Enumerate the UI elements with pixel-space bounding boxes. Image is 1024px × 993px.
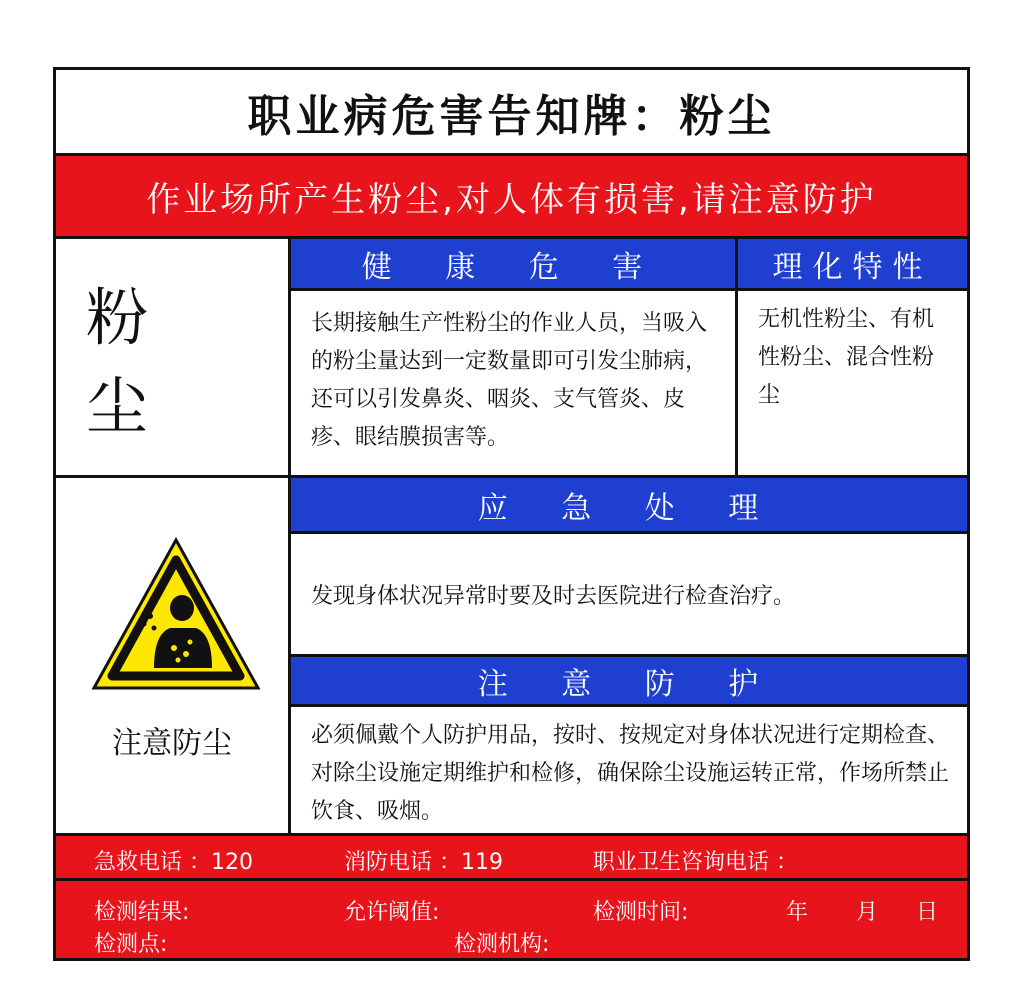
physical-properties-text: 无机性粉尘、有机性粉尘、混合性粉尘	[738, 291, 967, 478]
phone-bar	[56, 833, 967, 881]
emergency-header: 应 急 处 理	[291, 478, 967, 534]
physical-properties-header: 理化特性	[738, 239, 967, 291]
health-hazard-header: 健 康 危 害	[291, 239, 738, 291]
test-time-label: 检测时间:	[593, 900, 689, 925]
health-hazard-text: 长期接触生产性粉尘的作业人员，当吸入的粉尘量达到一定数量即可引发尘肺病，还可以引发鼻炎、咽炎、支气管炎、皮疹、眼结膜损害等。	[291, 291, 738, 478]
year-label: 年	[786, 900, 809, 925]
notice-board	[53, 67, 970, 961]
protection-text: 必须佩戴个人防护用品，按时、按规定对身体状况进行定期检查、对除尘设施定期维护和检修，确保除尘设施运转正常，作场所禁止饮食、吸烟。	[311, 723, 950, 824]
threshold-label: 允许阈值:	[344, 900, 440, 925]
day-label: 日	[916, 900, 939, 925]
fire-phone: 消防电话 ：119	[344, 850, 503, 875]
dust-hazard-warning-icon	[90, 536, 262, 696]
test-result-label: 检测结果:	[94, 900, 190, 925]
hazard-sign-panel	[56, 478, 291, 833]
emergency-text: 发现身体状况异常时要及时去医院进行检查治疗。	[291, 534, 967, 657]
protection-header: 注 意 防 护	[291, 657, 967, 707]
test-info-bar	[56, 881, 967, 958]
test-point-label: 检测点:	[94, 932, 168, 957]
test-agency-label: 检测机构:	[454, 932, 550, 957]
first-aid-phone: 急救电话 ：120	[94, 850, 253, 875]
month-label: 月	[856, 900, 879, 925]
substance-name: 粉 尘	[56, 239, 291, 478]
occupational-health-phone: 职业卫生咨询电话 ：	[593, 850, 798, 875]
board-title: 职业病危害告知牌：粉尘	[56, 70, 967, 156]
warning-banner: 作业场所产生粉尘,对人体有损害,请注意防护	[56, 156, 967, 239]
hazard-sign-label: 注意防尘	[112, 726, 232, 761]
